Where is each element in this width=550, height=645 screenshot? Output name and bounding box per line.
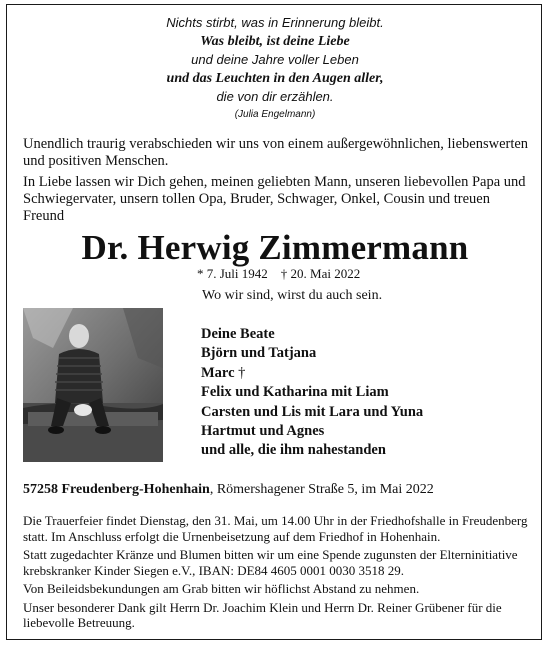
thanks-note: Unser besonderer Dank gilt Herrn Dr. Joachim Klein und Herrn Dr. Reiner Grübener für die liebevolle Betreuung. [23,599,502,630]
deceased-name: Dr. Herwig Zimmermann [81,228,469,267]
poem [0,14,550,122]
mourner: Felix und Katharina mit Liam [201,384,389,401]
memorial-quote: Wo wir sind, wirst du auch sein. [202,288,383,303]
place-and-date [23,482,434,498]
funeral-note: Die Trauerfeier findet Dienstag, den 31. Mai, um 14.00 Uhr in der Friedhofshalle in Freudenberg statt. Im Anschluss erfolgt die Urnenbeisetzung auf dem Friedhof in Hohenhain. [23,513,528,544]
poem-line: Nichts stirbt, was in Erinnerung bleibt. [166,15,384,30]
life-dates [197,266,360,282]
notes [23,513,533,634]
poem-line: und deine Jahre voller Leben [191,52,359,68]
death-date: † 20. Mai 2022 [280,266,361,281]
mourner [201,364,423,383]
poem-line: die von dir erzählen. [216,89,334,105]
birth-date: * 7. Juli 1942 [197,266,268,281]
place-city: 57258 Freudenberg-Hohenhain [23,482,210,497]
poem-source: (Julia Engelmann) [234,108,316,120]
mourner: und alle, die ihm nahestanden [201,442,386,459]
place-address: , Römershagener Straße 5, im Mai 2022 [209,482,434,497]
mourner: Björn und Tatjana [201,345,317,362]
poem-line: Was bleibt, ist deine Liebe [200,33,350,49]
intro-paragraph: Unendlich traurig verabschieden wir uns von einem außergewöhnlichen, liebenswerten und positiven Menschen. [23,136,529,169]
donation-note: Statt zugedachter Kränze und Blumen bitten wir um eine Spende zugunsten der Elterninitiative krebskranker Kinder Siegen e.V., IBAN: DE84 4605 0001 0030 3518 29. [23,547,518,578]
condolence-note: Von Beileidsbekundungen am Grab bitten wir höflichst Abstand zu nehmen. [23,581,420,596]
mourner: Deine Beate [201,326,275,342]
poem-line: und das Leuchten in den Augen aller, [166,70,384,86]
cross-icon: † [238,364,246,381]
mourners-list [201,325,423,461]
mourner: Hartmut und Agnes [201,423,325,440]
portrait-photo [23,308,163,462]
mourner-name: Marc [201,364,235,381]
mourner: Carsten und Lis mit Lara und Yuna [201,403,424,420]
farewell-paragraph: In Liebe lassen wir Dich gehen, meinen geliebten Mann, unseren liebevollen Papa und Schwiegervater, unsern tollen Opa, Bruder, Schwager, Onkel, Cousin und treuen Freund [23,174,526,224]
